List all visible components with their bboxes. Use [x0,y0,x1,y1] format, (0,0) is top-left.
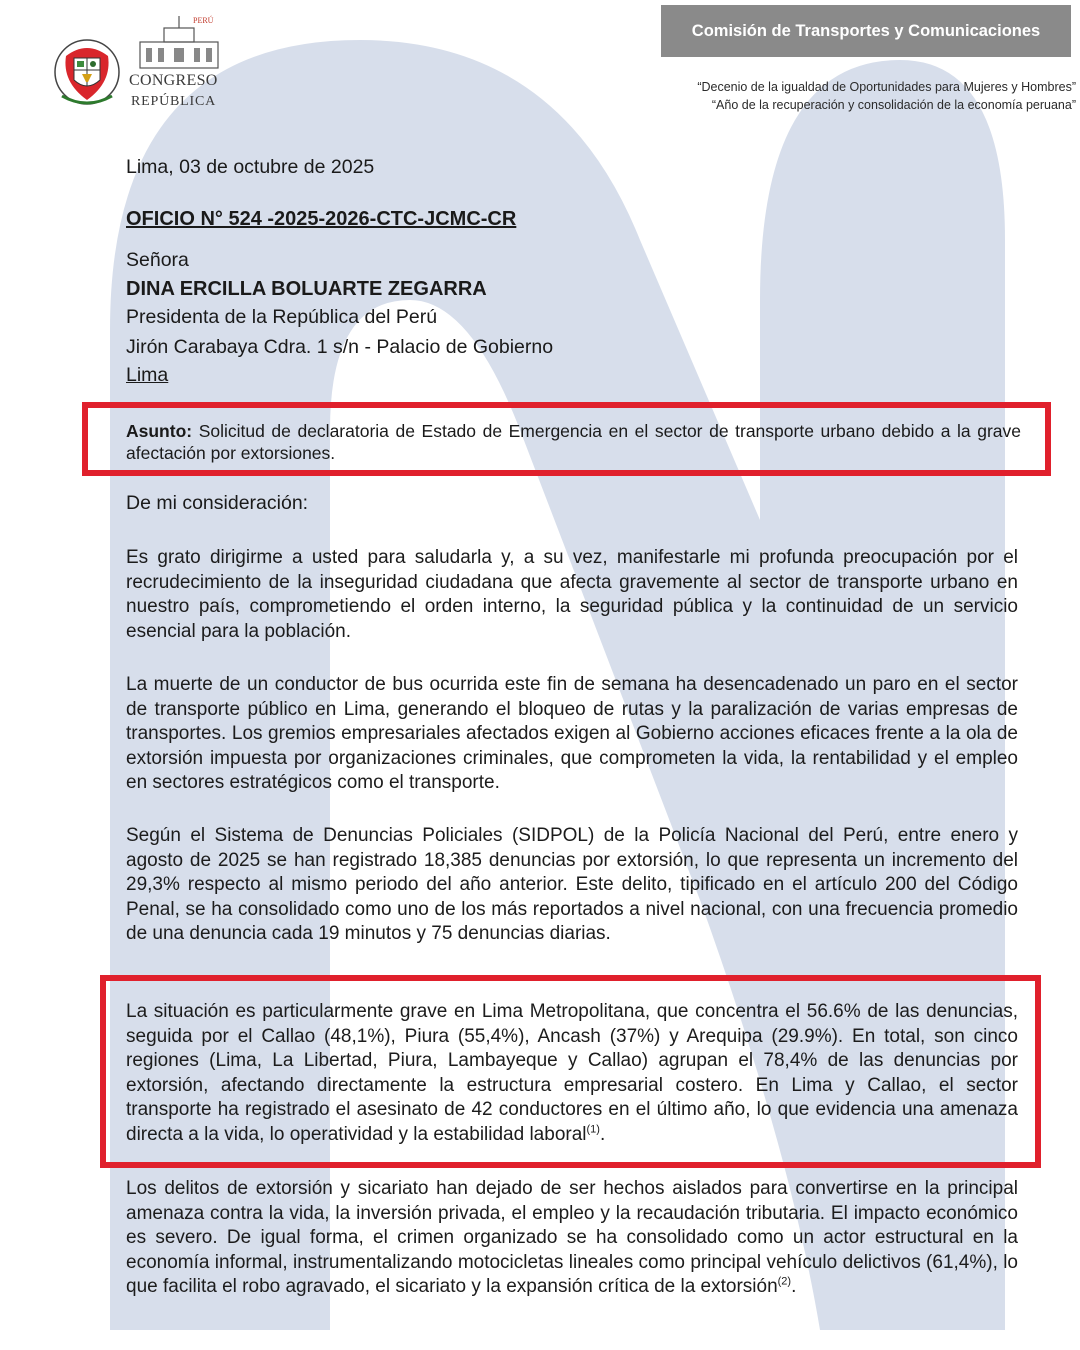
oficio-number: OFICIO N° 524 -2025-2026-CTC-JCMC-CR [126,208,517,230]
paragraph-5 [126,1177,1018,1300]
paragraph-5-text: Los delitos de extorsión y sicariato han dejado de ser hechos aislados para convertirse en la principal amenaza contra la vida, la inversión privada, el empleo y la recaudación tributaria. El impacto económico es severo. De igual forma, el crimen organizado se ha consolidado como un actor estructural en la economía informal, instrumentalizando motocicletas lineales como principal vehículo delictivos (61,4%), lo que facilita el robo agravado, el sicariato y la expansión crítica de la extorsión [126,1178,1018,1298]
paragraph-5-end: . [791,1276,797,1298]
commission-header: Comisión de Transportes y Comunicaciones [661,5,1071,57]
paragraph-1: Es grato dirigirme a usted para saludarla y, a su vez, manifestarle mi profunda preocupación por el recrudecimiento de la inseguridad ciudadana que afecta gravemente al sector de transporte urbano en nuestro país, comprometiendo el orden interno, la seguridad pública y la continuidad de un servicio esencial para la población. [126,547,1018,642]
asunto-text: Solicitud de declaratoria de Estado de Emergencia en el sector de transporte urbano debido a la grave afectación por extorsiones. [126,421,1021,463]
asunto-highlight-box [82,402,1051,476]
footnote-ref-2: (2) [777,1276,792,1289]
letter-date: Lima, 03 de octubre de 2025 [126,156,375,178]
recipient-address: Jirón Carabaya Cdra. 1 s/n - Palacio de Gobierno [126,336,554,358]
asunto-label: Asunto: [126,421,193,441]
recipient-city: Lima [126,364,169,386]
recipient-role: Presidenta de la República del Perú [126,306,438,328]
paragraph-highlight-box [100,975,1041,1168]
republica-label: REPÚBLICA [131,94,216,109]
congreso-label: CONGRESO [129,72,218,89]
decenio-motto [616,78,1076,114]
recipient-name: DINA ERCILLA BOLUARTE ZEGARRA [126,278,487,300]
paragraph-3: Según el Sistema de Denuncias Policiales (SIDPOL) de la Policía Nacional del Perú, entre enero y agosto de 2025 se han registrado 18,385 denuncias por extorsión, lo que representa un incremento del 29,3% respecto al mismo periodo del año anterior. Este delito, tipificado en el artículo 200 del Código Penal, se ha consolidado como uno de los más reportados a nivel nacional, con una frecuencia promedio de una denuncia cada 19 minutos y 75 denuncias diarias. [126,825,1018,945]
footnote-ref-1: (1) [586,1123,600,1136]
decenio-line-1: “Decenio de la igualdad de Oportunidades para Mujeres y Hombres” [697,80,1076,94]
decenio-line-2: “Año de la recuperación y consolidación de la economía peruana” [711,98,1076,112]
paragraph-4-text: La situación es particularmente grave en Lima Metropolitana, que concentra el 56.6% de las denuncias, seguida por el Callao (48,1%), Piura (55,4%), Ancash (37%) y Arequipa (29.9%). En total, son cinco regiones (Lima, La Libertad, Piura, Lambayeque y Callao) agrupan el 78,4% de las denuncias por extorsión, afectando directamente la estructura empresarial costero. En Lima y Callao, el sector transporte ha registrado el asesinato de 42 conductores en el último año, lo que evidencia una amenaza directa a la vida, lo operatividad y la estabilidad laboral [126,1001,1018,1145]
peru-label: PERÚ [193,16,214,25]
consideration-line: De mi consideración: [126,492,309,514]
paragraph-4-end: . [599,1123,606,1145]
peru-coat-of-arms-icon [52,30,122,114]
paragraph-2: La muerte de un conductor de bus ocurrida este fin de semana ha desencadenado un paro en el sector de transporte público en Lima, generando el bloqueo de rutas y la paralización de varias empresas de transportes. Los gremios empresariales afectados exigen al Gobierno acciones eficaces frente a la ola de extorsión impuesta por organizaciones criminales, que comprometen la vida, la rentabilidad y el empleo en sectores estratégicos como el transporte. [126,674,1018,794]
salutation-title: Señora [126,249,189,271]
